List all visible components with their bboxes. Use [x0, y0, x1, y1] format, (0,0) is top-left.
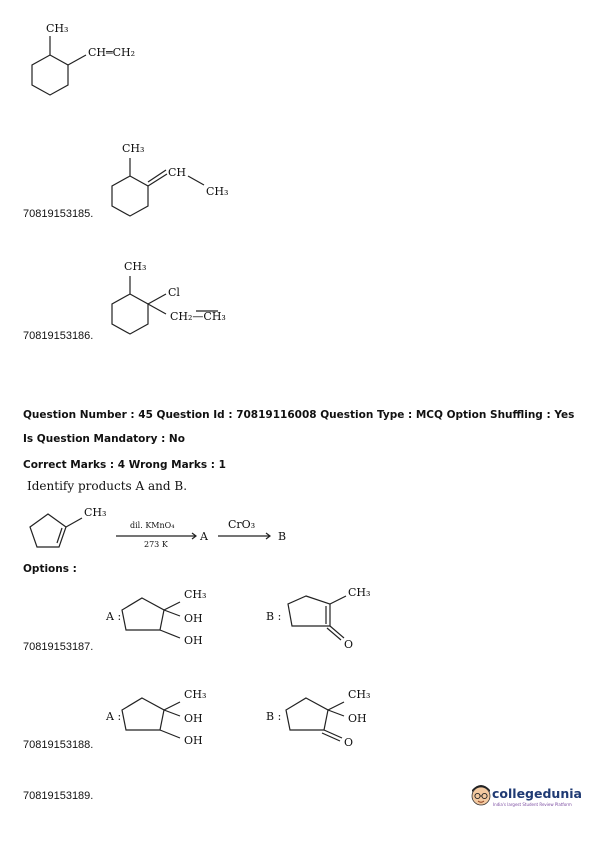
option-b-label: B :	[266, 710, 282, 723]
oh-label: OH	[184, 734, 203, 747]
cyclopentanone-ring	[286, 698, 328, 730]
reagent-1: dil. KMnO₄	[130, 521, 175, 530]
option-id: 70819153187.	[23, 641, 94, 653]
option-id: 70819153185.	[23, 208, 94, 220]
condition-1: 273 K	[144, 540, 168, 549]
option-id: 70819153189.	[23, 790, 94, 802]
structure-3	[100, 254, 280, 334]
cyclopentane-ring	[122, 598, 164, 630]
product-b: B	[278, 530, 287, 543]
cyclohexane-ring	[112, 176, 148, 216]
oh-label: OH	[348, 712, 367, 725]
ch3-label: CH₃	[46, 22, 69, 35]
ch3-end-label: CH₃	[206, 185, 229, 198]
question-meta: Question Number : 45 Question Id : 70819116008 Question Type : MCQ Option Shuffling : Yes	[23, 409, 575, 421]
ketone-o-label: O	[344, 638, 354, 651]
ketone-o-label: O	[344, 736, 354, 749]
structure-1	[20, 18, 200, 103]
ch-label: CH	[168, 166, 187, 179]
ch3-label: CH₃	[184, 588, 207, 601]
option-a-label: A :	[106, 610, 122, 623]
vinyl-label: CH═CH₂	[88, 46, 136, 59]
ch3-label: CH₃	[122, 142, 145, 155]
cyclopentane-ring	[122, 698, 164, 730]
ethyl-label: CH₂—CH₃	[170, 310, 226, 323]
ch3-label: CH₃	[348, 586, 371, 599]
brand-name: collegedunia	[492, 786, 582, 801]
ch3-label: CH₃	[124, 260, 147, 273]
cyclohexane-ring	[112, 294, 148, 334]
oh-label: OH	[184, 712, 203, 725]
option-b-label: B :	[266, 610, 282, 623]
reaction-scheme	[20, 500, 310, 560]
option-1	[100, 582, 400, 652]
ch3-label: CH₃	[184, 688, 207, 701]
option-2	[100, 680, 400, 750]
oh-label: OH	[184, 612, 203, 625]
cl-label: Cl	[168, 286, 180, 299]
oh-label: OH	[184, 634, 203, 647]
option-a-label: A :	[106, 710, 122, 723]
option-id: 70819153188.	[23, 739, 94, 751]
question-mandatory: Is Question Mandatory : No	[23, 433, 185, 445]
reactant-ch3: CH₃	[84, 506, 107, 519]
collegedunia-logo	[470, 782, 580, 812]
cyclopentenone-ring	[288, 596, 330, 626]
question-marks: Correct Marks : 4 Wrong Marks : 1	[23, 459, 226, 471]
reagent-2: CrO₃	[228, 518, 256, 531]
options-label: Options :	[23, 563, 77, 575]
product-a: A	[200, 530, 208, 543]
ch3-label: CH₃	[348, 688, 371, 701]
option-id: 70819153186.	[23, 330, 94, 342]
cyclohexane-ring	[32, 55, 68, 95]
question-text: Identify products A and B.	[27, 479, 188, 493]
mascot-icon	[470, 782, 492, 810]
structure-2	[100, 138, 280, 218]
brand-tagline: India's largest Student Review Platform	[493, 802, 572, 807]
